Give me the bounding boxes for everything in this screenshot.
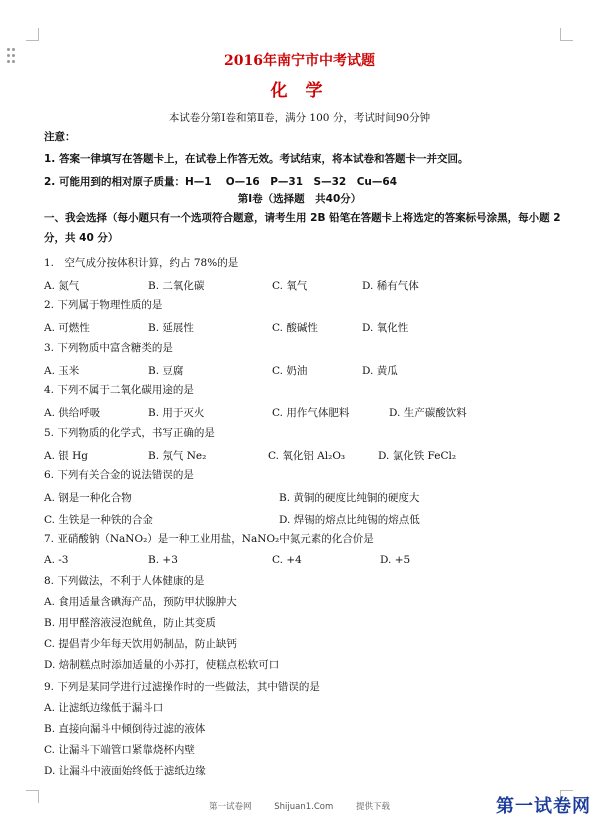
option-b[interactable]: B. 黄铜的硬度比纯铜的硬度大 — [279, 492, 420, 504]
option-row — [44, 512, 574, 526]
option-c[interactable]: C. 让漏斗下端管口紧靠烧杯内壁 — [44, 744, 195, 756]
option-a[interactable]: A. 钢是一种化合物 — [44, 492, 132, 504]
brand-watermark: 第一试卷网 — [496, 796, 591, 817]
option-row — [44, 490, 574, 504]
option-c[interactable]: C. 用作气体肥料 — [272, 407, 350, 419]
option-c[interactable]: C. 生铁是一种铁的合金 — [44, 514, 153, 526]
note-item: 2. 可能用到的相对原子质量：H—1 O—16 P—31 S—32 Cu—64 — [44, 176, 398, 188]
option-c[interactable]: C. 氧气 — [272, 280, 308, 292]
footer-tagline: 提供下载 — [355, 802, 390, 812]
option-c[interactable]: C. 氧化铝 Al₂O₃ — [268, 450, 346, 462]
option-b[interactable]: B. 氖气 Ne₂ — [148, 450, 207, 462]
option-a[interactable]: A. 可燃性 — [44, 322, 90, 334]
option-c[interactable]: C. +4 — [272, 554, 302, 566]
option-row — [44, 448, 574, 462]
option-row — [44, 405, 574, 419]
footer-site: 第一试卷网 — [209, 802, 252, 812]
question-stem: 2. 下列属于物理性质的是 — [44, 299, 163, 311]
question-stem: 6. 下列有关合金的说法错误的是 — [44, 469, 194, 481]
question-stem: 7. 亚硝酸钠（NaNO₂）是一种工业用盐，NaNO₂中氮元素的化合价是 — [44, 533, 374, 545]
option-a[interactable]: A. 氮气 — [44, 280, 80, 292]
option-row — [44, 320, 574, 334]
option-d[interactable]: D. +5 — [380, 554, 411, 566]
option-a[interactable]: A. 银 Hg — [44, 450, 88, 462]
question-stem: 8. 下列做法，不利于人体健康的是 — [44, 575, 205, 587]
footer-domain-link[interactable]: Shijuan1.Com — [274, 802, 334, 812]
option-row — [44, 554, 574, 568]
option-row — [44, 278, 574, 292]
crop-mark-top-right — [560, 28, 573, 41]
option-d[interactable]: D. 黄瓜 — [362, 365, 398, 377]
exam-intro: 本试卷分第Ⅰ卷和第Ⅱ卷，满分 100 分，考试时间90分钟 — [168, 112, 431, 124]
question-stem: 5. 下列物质的化学式，书写正确的是 — [44, 427, 215, 439]
option-b[interactable]: B. 用甲醛溶液浸泡鱿鱼，防止其变质 — [44, 617, 216, 629]
option-b[interactable]: B. 二氧化碳 — [148, 280, 205, 292]
subject-title: 化 学 — [270, 81, 329, 101]
option-b[interactable]: B. 延展性 — [148, 322, 194, 334]
question-stem: 4. 下列不属于二氧化碳用途的是 — [44, 384, 194, 396]
option-b[interactable]: B. +3 — [148, 554, 178, 566]
note-item: 1. 答案一律填写在答题卡上，在试卷上作答无效。考试结束，将本试卷和答题卡一并交回。 — [44, 153, 469, 165]
option-a[interactable]: A. 让滤纸边缘低于漏斗口 — [44, 702, 164, 714]
option-d[interactable]: D. 焊锡的熔点比纯锡的熔点低 — [279, 514, 420, 526]
option-d[interactable]: D. 焙制糕点时添加适量的小苏打，使糕点松软可口 — [44, 659, 280, 671]
question-stem: 1. 空气成分按体积计算，约占 78%的是 — [44, 257, 239, 269]
option-b[interactable]: B. 用于灭火 — [148, 407, 205, 419]
notes-heading: 注意： — [44, 131, 76, 143]
section-instruction: 一、我会选择（每小题只有一个选项符合题意，请考生用 2B 铅笔在答题卡上将选定的答案标号涂黑，每小题 2 分，共 40 分） — [44, 212, 561, 244]
option-a[interactable]: A. 供给呼吸 — [44, 407, 101, 419]
option-d[interactable]: D. 氯化铁 FeCl₂ — [378, 450, 457, 462]
option-row — [44, 363, 574, 377]
option-c[interactable]: C. 奶油 — [272, 365, 308, 377]
crop-mark-top-left — [26, 28, 39, 41]
option-d[interactable]: D. 稀有气体 — [362, 280, 419, 292]
question-stem: 9. 下列是某同学进行过滤操作时的一些做法，其中错误的是 — [44, 681, 320, 693]
exam-title: 2016年南宁市中考试题 — [224, 53, 375, 69]
option-d[interactable]: D. 氧化性 — [362, 322, 409, 334]
option-d[interactable]: D. 让漏斗中液面始终低于滤纸边缘 — [44, 765, 206, 777]
option-a[interactable]: A. 食用适量含碘海产品，预防甲状腺肿大 — [44, 596, 237, 608]
option-a[interactable]: A. 玉米 — [44, 365, 80, 377]
question-stem: 3. 下列物质中富含糖类的是 — [44, 342, 173, 354]
option-c[interactable]: C. 酸碱性 — [272, 322, 318, 334]
option-b[interactable]: B. 豆腐 — [148, 365, 184, 377]
option-d[interactable]: D. 生产碳酸饮料 — [389, 407, 467, 419]
option-c[interactable]: C. 提倡青少年每天饮用奶制品，防止缺钙 — [44, 638, 237, 650]
option-a[interactable]: A. -3 — [44, 554, 69, 566]
section-title: 第Ⅰ卷（选择题 共40分） — [237, 193, 362, 205]
option-b[interactable]: B. 直接向漏斗中倾倒待过滤的液体 — [44, 723, 206, 735]
